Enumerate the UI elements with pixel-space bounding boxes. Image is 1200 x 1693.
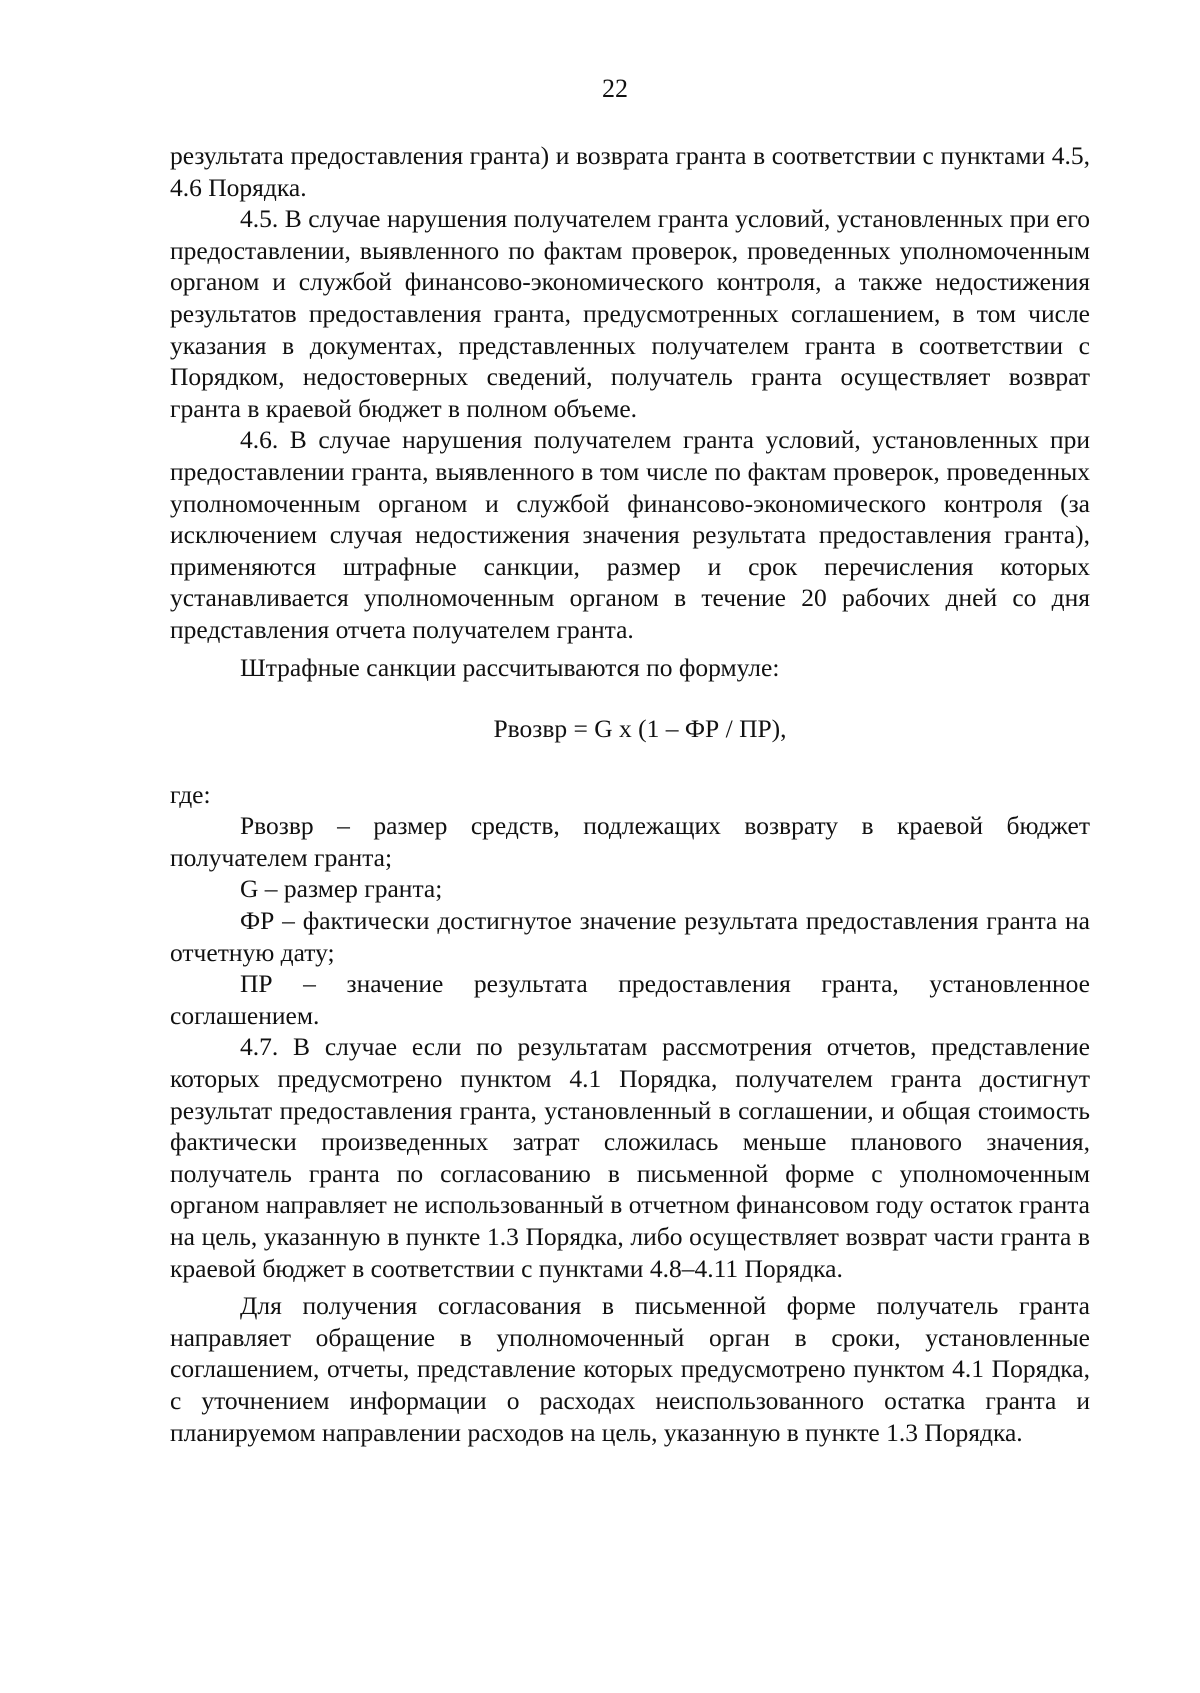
where-label: где: — [170, 779, 211, 809]
definition-fr: ФР – фактически достигнутое значение результата предоставления гранта на отчетную дату; — [170, 906, 1090, 967]
paragraph-4-5: 4.5. В случае нарушения получателем гранта условий, установленных при его предоставлении, выявленного по фактам проверок, проведенных уполномоченным органом и службой финансово-экономического контроля, а также недостижения результатов предоставления гранта, предусмотренных соглашением, в том числе указания в документах, представленных получателем гранта в соответствии с Порядком, недостоверных сведений, получатель гранта осуществляет возврат гранта в краевой бюджет в полном объеме. — [170, 204, 1090, 423]
definition-pr: ПР – значение результата предоставления гранта, установленное соглашением. — [170, 969, 1090, 1030]
paragraph-4-7: 4.7. В случае если по результатам рассмотрения отчетов, представление которых предусмотрено пунктом 4.1 Порядка, получателем гранта достигнут результат предоставления гранта, установленный в соглашении, и общая стоимость фактически произведенных затрат сложилась меньше планового значения, получатель гранта по согласованию в письменной форме с уполномоченным органом направляет не использованный в отчетном финансовом году остаток гранта на цель, указанную в пункте 1.3 Порядка, либо осуществляет возврат части гранта в краевой бюджет в соответствии с пунктами 4.8–4.11 Порядка. — [170, 1032, 1090, 1283]
document-body — [170, 140, 1090, 1448]
definition-rvozvr: Рвозвр – размер средств, подлежащих возврату в краевой бюджет получателем гранта; — [170, 811, 1090, 872]
paragraph-approval: Для получения согласования в письменной форме получатель гранта направляет обращение в уполномоченный орган в сроки, установленные соглашением, отчеты, представление которых предусмотрено пунктом 4.1 Порядка, с уточнением информации о расходах неиспользованного остатка гранта и планируемом направлении расходов на цель, указанную в пункте 1.3 Порядка. — [170, 1291, 1090, 1447]
page-number: 22 — [602, 74, 628, 103]
formula: Рвозвр = G x (1 – ФР / ПР), — [493, 714, 787, 744]
paragraph-formula-intro: Штрафные санкции рассчитываются по формуле: — [240, 652, 780, 682]
paragraph-continuation: результата предоставления гранта) и возврата гранта в соответствии с пунктами 4.5, 4.6 Порядка. — [170, 141, 1090, 202]
paragraph-4-6: 4.6. В случае нарушения получателем гранта условий, установленных при предоставлении гранта, выявленного в том числе по фактам проверок, проведенных уполномоченным органом и службой финансово-экономического контроля (за исключением случая недостижения значения результата предоставления гранта), применяются штрафные санкции, размер и срок перечисления которых устанавливается уполномоченным органом в течение 20 рабочих дней со дня представления отчета получателем гранта. — [170, 425, 1090, 644]
definition-g: G – размер гранта; — [240, 874, 443, 904]
